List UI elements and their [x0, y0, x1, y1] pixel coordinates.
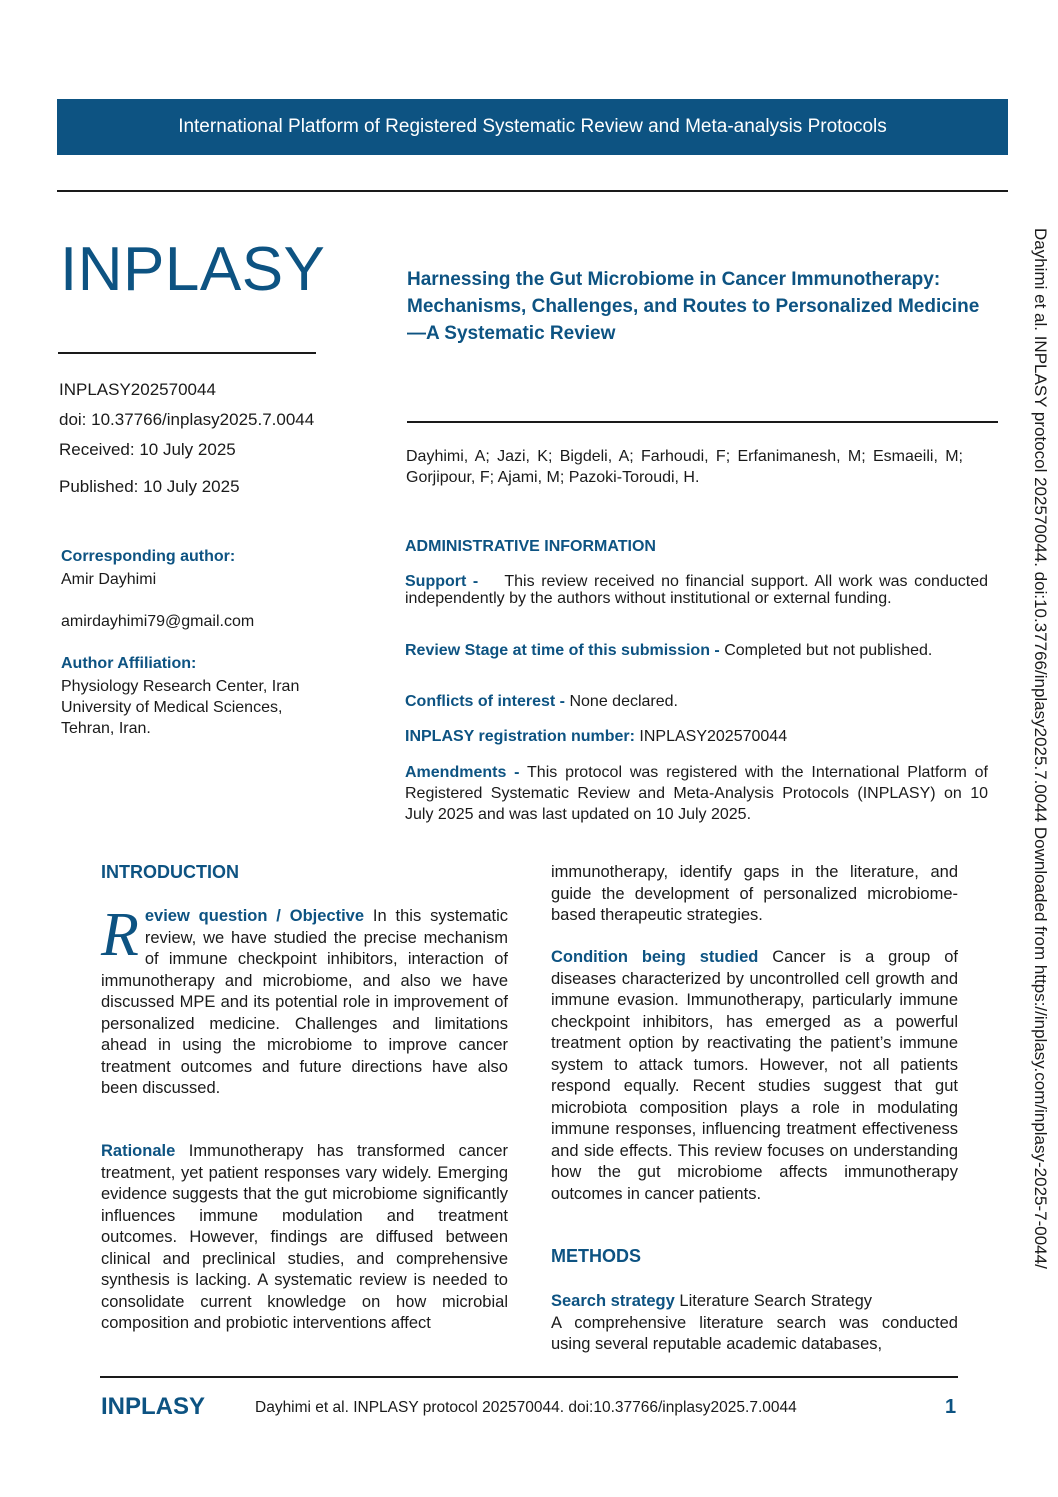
condition-label: Condition being studied [551, 948, 759, 966]
amendments-label: Amendments - [405, 764, 520, 781]
doi[interactable]: doi: 10.37766/inplasy2025.7.0044 [59, 410, 315, 429]
author-list: Dayhimi, A; Jazi, K; Bigdeli, A; Farhoudi, F; Erfanimanesh, M; Esmaeili, M; Gorjipour, F; Ajami, M; Pazoki-Toroudi, H. [406, 448, 963, 486]
admin-heading: ADMINISTRATIVE INFORMATION [405, 538, 656, 555]
admin-conflicts [405, 693, 988, 710]
support-text: This review received no financial support. All work was conducted independently by the authors without institutional or external funding. [405, 573, 988, 607]
review-question-text: In this systematic review, we have studied the precise mechanism of immune checkpoint inhibitors, interaction of immunotherapy and microbiome, and also we have discussed MPE and its potential role in improvement of personalized medicine. Challenges and limitations ahead in using the microbiome to improve cancer treatment outcomes and future directions have also been discussed. [101, 907, 508, 1097]
title-divider [407, 421, 998, 423]
brand-divider [58, 352, 316, 354]
review-question-paragraph [101, 901, 508, 1100]
published-date: Published: 10 July 2025 [59, 477, 240, 496]
methods-heading: METHODS [551, 1246, 641, 1266]
registration-number: INPLASY202570044 [639, 728, 788, 745]
registration-label: INPLASY registration number: [405, 728, 635, 745]
dropcap-letter: R [101, 901, 139, 969]
page-number: 1 [945, 1396, 957, 1418]
search-strategy-label: Search strategy [551, 1292, 675, 1310]
corresponding-heading: Corresponding author: [61, 548, 236, 565]
condition-paragraph [551, 947, 958, 1205]
conflicts-text: None declared. [569, 693, 678, 710]
rationale-paragraph [101, 1141, 508, 1335]
rationale-continued: immunotherapy, identify gaps in the literature, and guide the development of personalized microbiome-based therapeutic strategies. [551, 863, 958, 924]
sidebar-citation: Dayhimi et al. INPLASY protocol 202570044. doi:10.37766/inplasy2025.7.0044 Downloaded from https://inplasy.com/inplasy-2025-7-0044/ [1031, 228, 1050, 1269]
brand-logo: INPLASY [60, 235, 326, 304]
stage-label: Review Stage at time of this submission - [405, 642, 720, 659]
banner-text: International Platform of Registered Systematic Review and Meta-analysis Protocols [178, 116, 887, 137]
top-divider [57, 190, 1008, 192]
affiliation-text: Physiology Research Center, Iran University of Medical Sciences, Tehran, Iran. [61, 678, 300, 737]
inplasy-id: INPLASY202570044 [59, 380, 216, 399]
rationale-text: Immunotherapy has transformed cancer treatment, yet patient responses vary widely. Emerging evidence suggests that the gut microbiome significantly influences immune modulation and treatment outcomes. However, findings are diffused between clinical and preclinical studies, and comprehensive synthesis is lacking. A systematic review is needed to consolidate current knowledge on how microbial composition and probiotic interventions affect [101, 1142, 508, 1332]
affiliation-heading: Author Affiliation: [61, 655, 197, 672]
admin-registration [405, 728, 988, 745]
admin-amendments [405, 762, 988, 825]
search-strategy-paragraph [551, 1291, 958, 1356]
condition-text: Cancer is a group of diseases characterized by uncontrolled cell growth and immune evasion. Immunotherapy, particularly immune checkpoint inhibitors, has emerged as a powerful treatment option by reactivating the patient’s immune system to attack tumors. However, not all patients respond equally. Recent studies suggest that gut microbiota composition plays a role in modulating immune responses, influencing treatment effectiveness and side effects. This review focuses on understanding how the gut microbiome affects immunotherapy outcomes in cancer patients. [551, 948, 958, 1203]
search-strategy-title: Literature Search Strategy [679, 1292, 873, 1310]
received-date: Received: 10 July 2025 [59, 440, 236, 459]
admin-support [405, 573, 988, 607]
corresponding-name: Amir Dayhimi [61, 571, 157, 588]
paper-title: Harnessing the Gut Microbiome in Cancer Immunotherapy: Mechanisms, Challenges, and Routes to Personalized Medicine—A Systematic Review [407, 269, 980, 344]
corresponding-email[interactable]: amirdayhimi79@gmail.com [61, 613, 255, 630]
platform-banner [57, 99, 1008, 155]
review-question-label: eview question / Objective [144, 907, 365, 925]
support-label: Support - [405, 573, 479, 590]
footer-citation: Dayhimi et al. INPLASY protocol 202570044. doi:10.37766/inplasy2025.7.0044 [255, 1399, 797, 1416]
introduction-heading: INTRODUCTION [101, 862, 239, 882]
conflicts-label: Conflicts of interest - [405, 693, 566, 710]
search-strategy-body: A comprehensive literature search was conducted using several reputable academic databases, [551, 1313, 958, 1353]
footer-divider [100, 1376, 958, 1378]
amendments-text: This protocol was registered with the International Platform of Registered Systematic Review and Meta-Analysis Protocols (INPLASY) on 10 July 2025 and was last updated on 10 July 2025. [405, 764, 989, 823]
footer-brand: INPLASY [101, 1393, 206, 1420]
stage-text: Completed but not published. [724, 642, 933, 659]
rationale-label: Rationale [101, 1142, 176, 1160]
admin-stage [405, 642, 988, 659]
